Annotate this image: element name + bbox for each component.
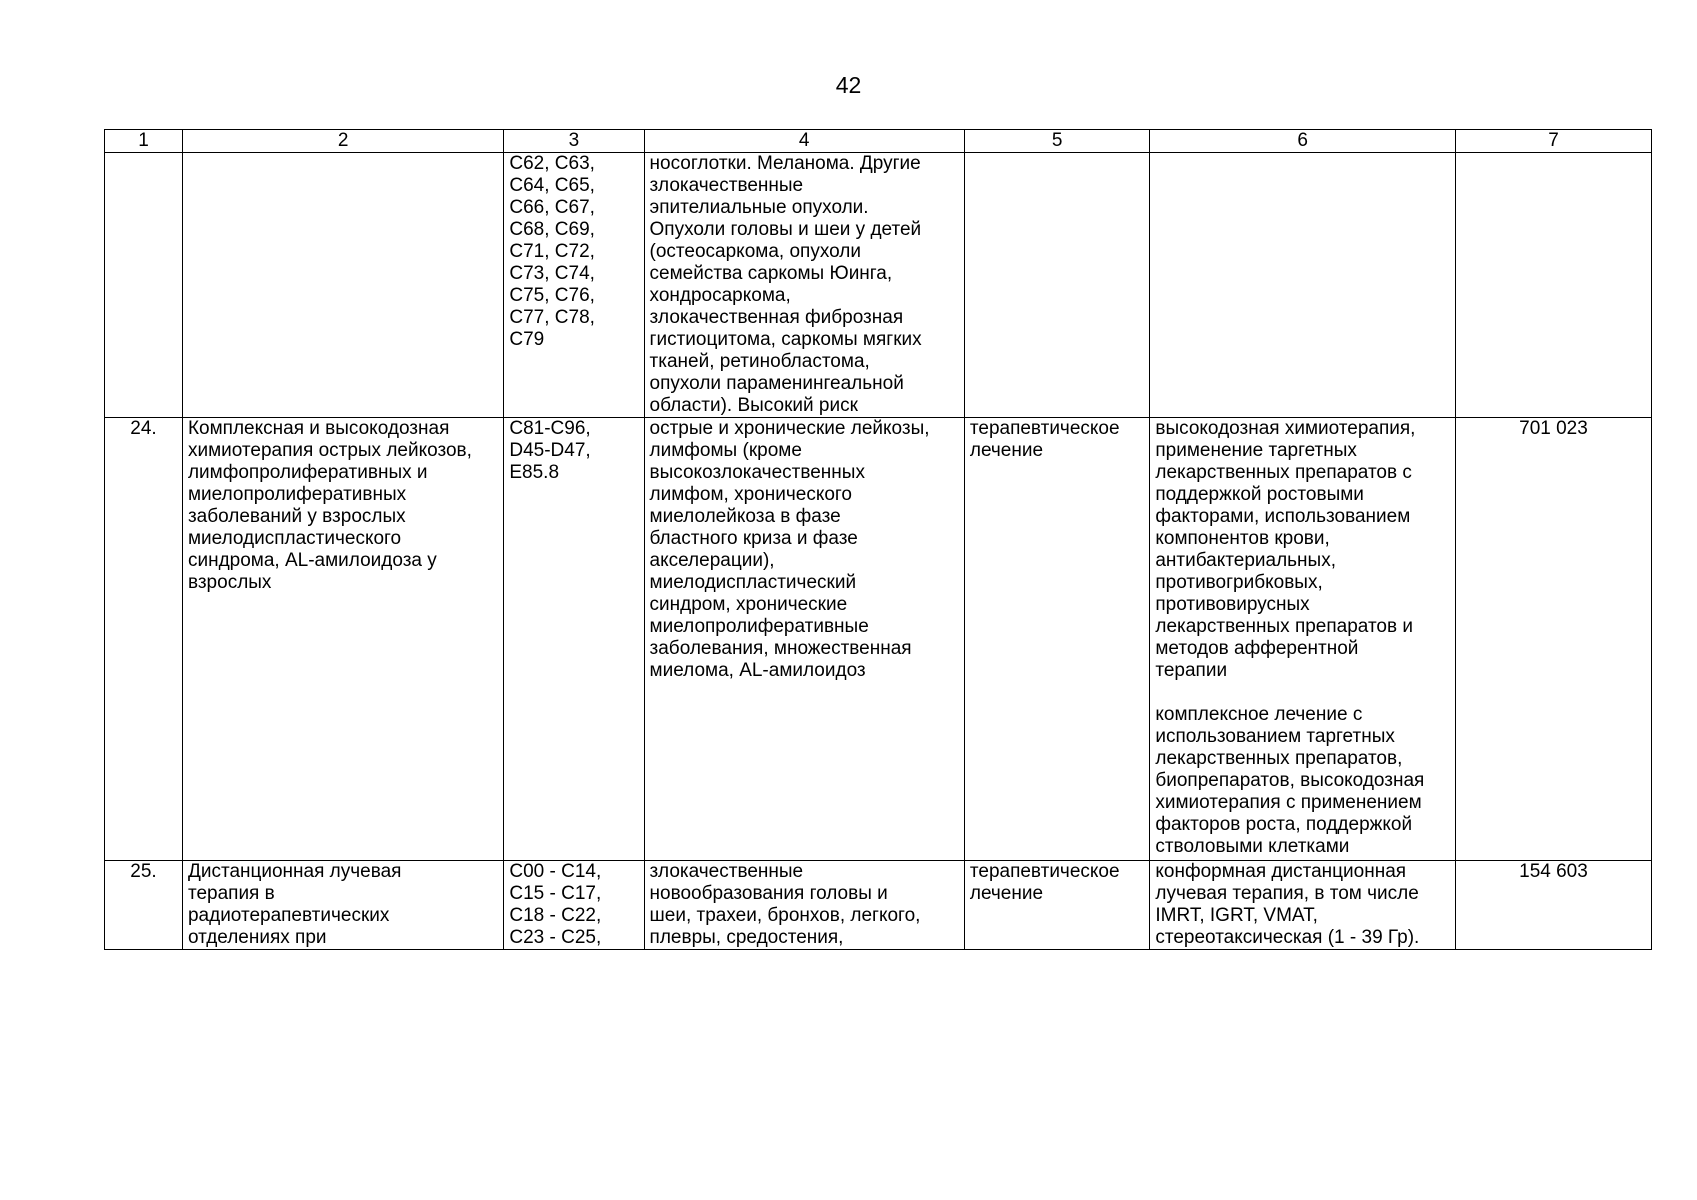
treatment-type-cell [964, 153, 1149, 418]
row-number-cell: 24. [105, 418, 183, 861]
services-table [104, 129, 1652, 950]
cost-cell [1455, 153, 1651, 418]
column-header: 1 [105, 130, 183, 153]
patient-model-cell: злокачественные новообразования головы и шеи, трахеи, бронхов, легкого, плевры, средостения, [644, 861, 964, 950]
page-number: 42 [835, 72, 862, 98]
table-row [105, 153, 1652, 418]
row-number-cell [105, 153, 183, 418]
treatment-type-cell: терапевтическое лечение [964, 418, 1149, 861]
column-header: 7 [1455, 130, 1651, 153]
column-header: 4 [644, 130, 964, 153]
table-header-row [105, 130, 1652, 153]
column-header: 5 [964, 130, 1149, 153]
treatment-method-cell: конформная дистанционная лучевая терапия, в том числе IMRT, IGRT, VMAT, стереотаксическая (1 - 39 Гр). [1150, 861, 1456, 950]
treatment-type-cell: терапевтическое лечение [964, 861, 1149, 950]
patient-model-cell: носоглотки. Меланома. Другие злокачественные эпителиальные опухоли. Опухоли головы и шеи у детей (остеосаркома, опухоли семейства саркомы Юинга, хондросаркома, злокачественная фиброзная гистиоцитома, саркомы мягких тканей, ретинобластома, опухоли параменингеальной области). Высокий риск [644, 153, 964, 418]
icd-codes-cell: C81-C96, D45-D47, E85.8 [504, 418, 644, 861]
treatment-method-cell: высокодозная химиотерапия, применение таргетных лекарственных препаратов с поддержкой ростовыми факторами, использованием компонентов крови, антибактериальных, противогрибковых, противовирусных лекарственных препаратов и методов афферентной терапии комплексное лечение с использованием таргетных лекарственных препаратов, биопрепаратов, высокодозная химиотерапия с применением факторов роста, поддержкой стволовыми клетками [1150, 418, 1456, 861]
icd-codes-cell: C62, C63, C64, C65, C66, C67, C68, C69, C71, C72, C73, C74, C75, C76, C77, C78, C79 [504, 153, 644, 418]
column-header: 3 [504, 130, 644, 153]
treatment-method-cell [1150, 153, 1456, 418]
table-row [105, 418, 1652, 861]
table-row [105, 861, 1652, 950]
service-name-cell: Дистанционная лучевая терапия в радиотерапевтических отделениях при [182, 861, 503, 950]
cost-cell: 154 603 [1455, 861, 1651, 950]
row-number-cell: 25. [105, 861, 183, 950]
patient-model-cell: острые и хронические лейкозы, лимфомы (кроме высокозлокачественных лимфом, хронического миелолейкоза в фазе бластного криза и фазе акселерации), миелодиспластический синдром, хронические миелопролиферативные заболевания, множественная миелома, AL-амилоидоз [644, 418, 964, 861]
service-name-cell: Комплексная и высокодозная химиотерапия острых лейкозов, лимфопролиферативных и миелопролиферативных заболеваний у взрослых миелодиспластического синдрома, AL-амилоидоза у взрослых [182, 418, 503, 861]
icd-codes-cell: C00 - C14, C15 - C17, C18 - C22, C23 - C25, [504, 861, 644, 950]
column-header: 2 [182, 130, 503, 153]
cost-cell: 701 023 [1455, 418, 1651, 861]
service-name-cell [182, 153, 503, 418]
column-header: 6 [1150, 130, 1456, 153]
